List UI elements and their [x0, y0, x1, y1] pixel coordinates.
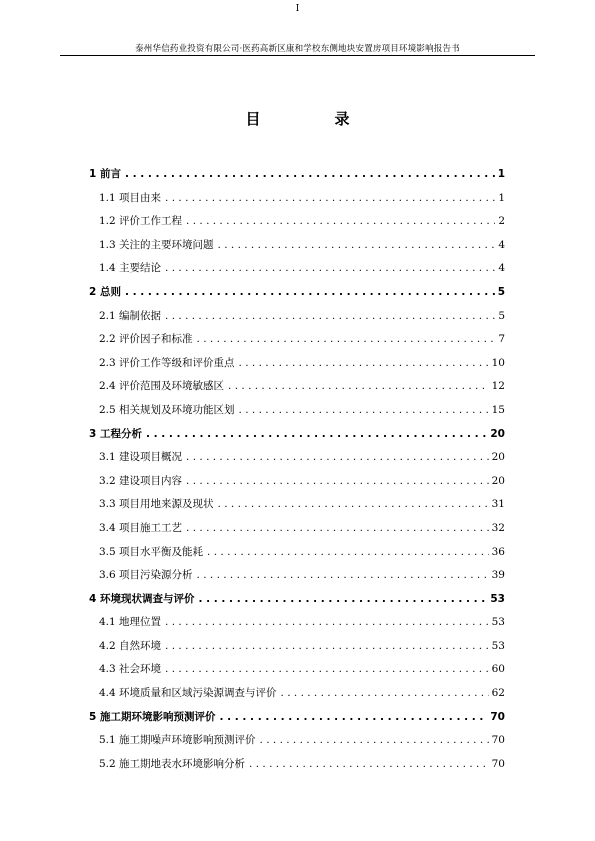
toc-entry-3-1[interactable]: 3.1 建设项目概况 . . . 20: [89, 449, 505, 473]
toc-entry-1-1[interactable]: 1.1 项目由来 . . . 1: [89, 190, 505, 214]
toc-entry-4-1[interactable]: 4.1 地理位置 . . . 53: [89, 614, 505, 638]
toc-title-char-2: 录: [334, 110, 350, 128]
toc-entry-4-3[interactable]: 4.3 社会环境 . . . 60: [89, 661, 505, 685]
toc-entry-2-5[interactable]: 2.5 相关规划及环境功能区划 . . . 15: [89, 402, 505, 426]
toc-entry-1-2[interactable]: 1.2 评价工作工程 . . . 2: [89, 213, 505, 237]
header-divider: [60, 55, 535, 56]
toc-entry-2-1[interactable]: 2.1 编制依据 . . . 5: [89, 308, 505, 332]
toc-entry-1-3[interactable]: 1.3 关注的主要环境问题 . . . 4: [89, 237, 505, 261]
toc-entry-5-1[interactable]: 5.1 施工期噪声环境影响预测评价 . . . 70: [89, 732, 505, 756]
toc-entry-3-6[interactable]: 3.6 项目污染源分析 . . . 39: [89, 567, 505, 591]
toc-entry-5-2[interactable]: 5.2 施工期地表水环境影响分析 . . . 70: [89, 756, 505, 780]
toc-entry-2[interactable]: 2 总则 . . . 5: [89, 284, 505, 308]
toc-entry-2-3[interactable]: 2.3 评价工作等级和评价重点 . . . 10: [89, 355, 505, 379]
toc-entry-4[interactable]: 4 环境现状调查与评价 . . . 53: [89, 591, 505, 615]
toc-entry-2-2[interactable]: 2.2 评价因子和标准 . . . 7: [89, 331, 505, 355]
toc-entry-3-2[interactable]: 3.2 建设项目内容 . . . 20: [89, 473, 505, 497]
page-number: I: [295, 4, 300, 14]
toc-entry-3-4[interactable]: 3.4 项目施工工艺 . . . 32: [89, 520, 505, 544]
toc-entry-1[interactable]: 1 前言 . . . 1: [89, 166, 505, 190]
toc-title-char-1: 目: [245, 110, 261, 128]
toc-entry-3[interactable]: 3 工程分析 . . . 20: [89, 426, 505, 450]
running-header: 泰州华信药业投资有限公司·医药高新区康和学校东侧地块安置房项目环境影响报告书: [135, 44, 460, 54]
toc-entry-5[interactable]: 5 施工期环境影响预测评价 . . . 70: [89, 709, 505, 733]
toc-entry-4-4[interactable]: 4.4 环境质量和区域污染源调查与评价 . . . 62: [89, 685, 505, 709]
toc-entry-3-5[interactable]: 3.5 项目水平衡及能耗 . . . 36: [89, 544, 505, 568]
toc-title: [0, 108, 595, 129]
table-of-contents: [89, 166, 505, 779]
toc-entry-4-2[interactable]: 4.2 自然环境 . . . 53: [89, 638, 505, 662]
toc-entry-3-3[interactable]: 3.3 项目用地来源及现状 . . . 31: [89, 496, 505, 520]
toc-entry-1-4[interactable]: 1.4 主要结论 . . . 4: [89, 260, 505, 284]
toc-entry-2-4[interactable]: 2.4 评价范围及环境敏感区 . . . 12: [89, 378, 505, 402]
